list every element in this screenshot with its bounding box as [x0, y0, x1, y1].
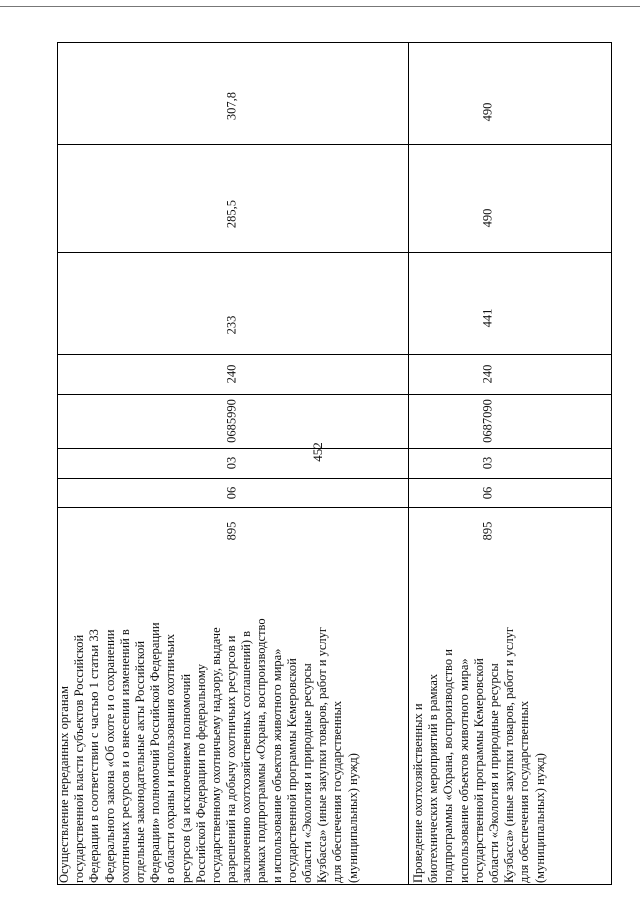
- subsection-code: 03: [480, 456, 495, 470]
- amount-year-3: 490: [480, 102, 495, 122]
- page-top-rule: [0, 6, 640, 7]
- row-description: Осуществление переданных органам государственной власти субъектов Российской Федерации в соответствии с частью 1 статьи 33 Федерального закона «Об охоте и о сохранении охотничьих ресурсов и о внесении изменений в отдельные законодательные акты Российской Федерации» полномочий Российской Федерации в области охраны и использования охотничьих ресурсов (за исключением полномочий Российской Федерации по федеральному государственному охотничьему надзору, выдаче разрешений на добычу охотничьих ресурсов и заключению охотхозяйственных соглашений) в рамках подпрограммы «Охрана, воспроизводство и использование объектов животного мира» государственной программы Кемеровской области «Экология и природные ресурсы Кузбасса» (иные закупки товаров, работ и услуг для обеспечения государственных (муниципальных) нужд): [57, 618, 360, 883]
- amount-year-1: 441: [480, 308, 495, 328]
- expense-type-code: 240: [480, 364, 495, 384]
- expense-type-code: 240: [224, 364, 239, 384]
- amount-year-3: 307,8: [224, 91, 239, 121]
- budget-table: [57, 42, 612, 885]
- section-code: 06: [480, 486, 495, 500]
- target-article-code: 0687090: [480, 399, 495, 443]
- column-divider: [57, 507, 612, 508]
- column-divider: [57, 394, 612, 395]
- amount-year-1: 233: [224, 315, 239, 335]
- amount-year-2: 490: [480, 208, 495, 228]
- column-divider: [57, 478, 612, 479]
- subsection-code: 03: [224, 456, 239, 470]
- ministry-code: 895: [224, 521, 239, 541]
- row-description: Проведение охотхозяйственных и биотехнических мероприятий в рамках подпрограммы «Охрана, воспроизводство и использование объектов животного мира» государственной программы Кемеровской области «Экология и природные ресурсы Кузбасса» (иные закупки товаров, работ и услуг для обеспечения государственных (муниципальных) нужд): [411, 626, 547, 883]
- amount-year-2: 285,5: [224, 199, 239, 229]
- column-divider: [57, 144, 612, 145]
- ministry-code: 895: [480, 521, 495, 541]
- column-divider: [57, 354, 612, 355]
- column-divider: [57, 252, 612, 253]
- target-article-code: 0685990: [224, 399, 239, 443]
- section-code: 06: [224, 486, 239, 500]
- page-number: 452: [310, 442, 325, 462]
- column-divider: [57, 448, 612, 449]
